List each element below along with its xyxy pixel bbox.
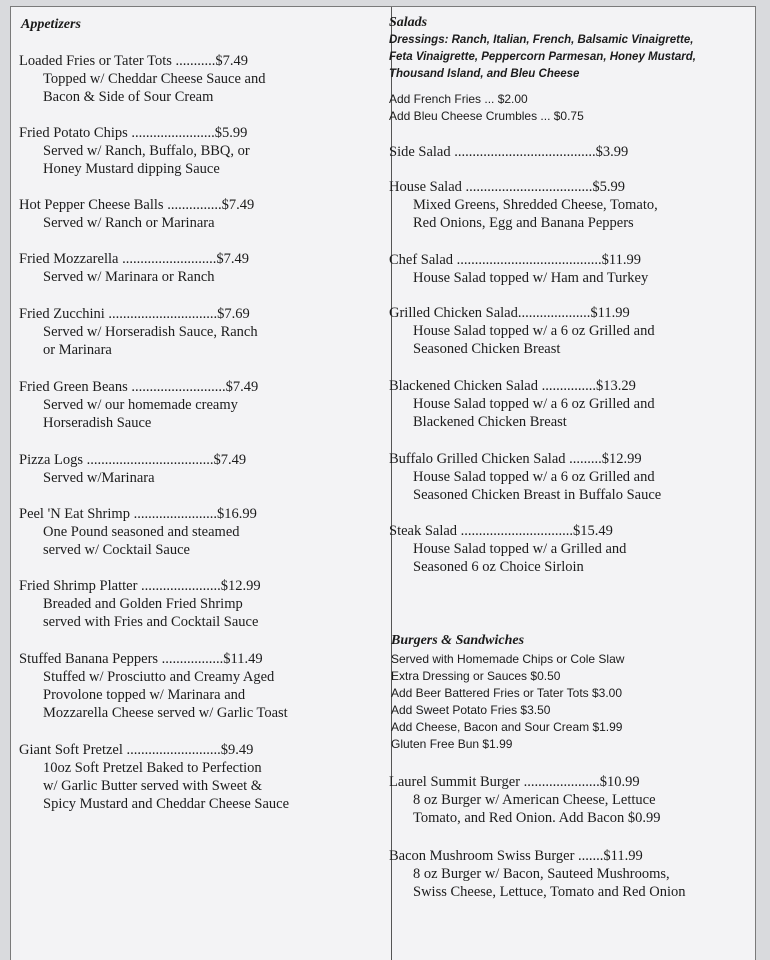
menu-sheet	[10, 6, 756, 960]
item-description: 8 oz Burger w/ American Cheese, Lettuce Tomato, and Red Onion. Add Bacon $0.99	[413, 792, 661, 826]
menu-item	[389, 377, 655, 431]
item-description: House Salad topped w/ Ham and Turkey	[413, 270, 649, 286]
menu-item	[19, 305, 258, 359]
menu-item	[389, 522, 626, 576]
menu-item	[19, 451, 246, 487]
item-title: House Salad ...................................$5.99	[389, 179, 626, 195]
item-description: House Salad topped w/ a 6 oz Grilled and Blackened Chicken Breast	[413, 396, 655, 430]
salad-addons: Add French Fries ... $2.00 Add Bleu Cheese Crumbles ... $0.75	[389, 92, 584, 123]
menu-item	[19, 378, 258, 432]
item-title: Fried Zucchini ..............................$7.69	[19, 306, 250, 322]
menu-item	[19, 250, 249, 286]
item-description: Served w/ Horseradish Sauce, Ranch or Marinara	[43, 324, 258, 358]
menu-item	[389, 143, 628, 161]
item-description: 10oz Soft Pretzel Baked to Perfection w/ Garlic Butter served with Sweet & Spicy Mustard and Cheddar Cheese Sauce	[43, 760, 290, 812]
item-title: Fried Shrimp Platter ......................$12.99	[19, 578, 261, 594]
menu-item	[19, 196, 254, 232]
menu-item	[389, 450, 661, 504]
item-title: Stuffed Banana Peppers .................$11.49	[19, 651, 263, 667]
menu-item	[19, 124, 250, 178]
item-title: Fried Mozzarella ..........................$7.49	[19, 251, 249, 267]
item-title: Side Salad .......................................$3.99	[389, 144, 629, 160]
item-description: Topped w/ Cheddar Cheese Sauce and Bacon & Side of Sour Cream	[43, 71, 266, 105]
burgers-heading: Burgers & Sandwiches	[391, 633, 525, 648]
item-title: Fried Potato Chips .......................$5.99	[19, 125, 248, 141]
item-description: Served w/Marinara	[43, 470, 155, 486]
menu-item	[389, 773, 660, 827]
item-description: Mixed Greens, Shredded Cheese, Tomato, Red Onions, Egg and Banana Peppers	[413, 197, 658, 231]
appetizers-heading: Appetizers	[21, 17, 81, 32]
item-title: Pizza Logs ...................................$7.49	[19, 452, 247, 468]
menu-item	[389, 304, 655, 358]
item-description: Breaded and Golden Fried Shrimp served with Fries and Cocktail Sauce	[43, 596, 259, 630]
item-title: Bacon Mushroom Swiss Burger .......$11.99	[389, 848, 643, 864]
menu-item	[19, 650, 288, 722]
menu-item	[19, 52, 265, 106]
item-title: Fried Green Beans ..........................$7.49	[19, 379, 259, 395]
item-title: Loaded Fries or Tater Tots ...........$7.49	[19, 53, 248, 69]
dressings-list: Dressings: Ranch, Italian, French, Balsamic Vinaigrette, Feta Vinaigrette, Peppercorn Parmesan, Honey Mustard, Thousand Island, and Bleu Cheese	[389, 34, 696, 80]
salads-heading: Salads	[389, 15, 428, 30]
menu-item	[19, 577, 261, 631]
item-description: Served w/ Ranch, Buffalo, BBQ, or Honey Mustard dipping Sauce	[43, 143, 250, 177]
menu-item	[19, 741, 289, 813]
item-title: Hot Pepper Cheese Balls ...............$7.49	[19, 197, 255, 213]
item-description: Served w/ Marinara or Ranch	[43, 269, 215, 285]
item-title: Grilled Chicken Salad....................$11.99	[389, 305, 630, 321]
item-description: House Salad topped w/ a 6 oz Grilled and Seasoned Chicken Breast in Buffalo Sauce	[413, 469, 662, 503]
menu-item	[19, 505, 257, 559]
item-description: House Salad topped w/ a Grilled and Seasoned 6 oz Choice Sirloin	[413, 541, 627, 575]
item-title: Giant Soft Pretzel ..........................$9.49	[19, 742, 254, 758]
item-title: Blackened Chicken Salad ...............$13.29	[389, 378, 636, 394]
item-description: Stuffed w/ Prosciutto and Creamy Aged Provolone topped w/ Marinara and Mozzarella Cheese served w/ Garlic Toast	[43, 669, 288, 721]
item-description: Served w/ our homemade creamy Horseradish Sauce	[43, 397, 238, 431]
burger-notes: Served with Homemade Chips or Cole Slaw Extra Dressing or Sauces $0.50 Add Beer Battered Fries or Tater Tots $3.00 Add Sweet Potato Fries $3.50 Add Cheese, Bacon and Sour Cream $1.99 Gluten Free Bun $1.99	[391, 652, 625, 751]
item-title: Laurel Summit Burger .....................$10.99	[389, 774, 640, 790]
item-title: Buffalo Grilled Chicken Salad .........$12.99	[389, 451, 642, 467]
item-description: 8 oz Burger w/ Bacon, Sauteed Mushrooms, Swiss Cheese, Lettuce, Tomato and Red Onion	[413, 866, 686, 900]
menu-item	[389, 178, 658, 232]
item-title: Peel 'N Eat Shrimp .......................$16.99	[19, 506, 257, 522]
menu-item	[389, 847, 686, 901]
item-description: House Salad topped w/ a 6 oz Grilled and Seasoned Chicken Breast	[413, 323, 655, 357]
item-title: Steak Salad ...............................$15.49	[389, 523, 613, 539]
menu-item	[389, 251, 648, 287]
item-title: Chef Salad ........................................$11.99	[389, 252, 641, 268]
item-description: One Pound seasoned and steamed served w/ Cocktail Sauce	[43, 524, 240, 558]
item-description: Served w/ Ranch or Marinara	[43, 215, 215, 231]
